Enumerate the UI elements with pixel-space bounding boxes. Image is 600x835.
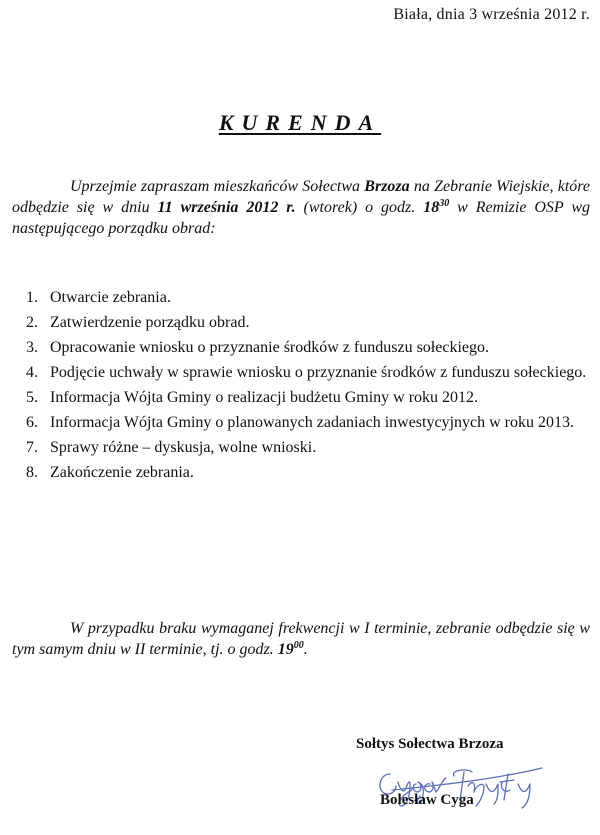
agenda-item (26, 438, 588, 457)
closing-text-1: W przypadku braku wymaganej frekwencji w I terminie, zebranie odbędzie się w tym samym dniu w II terminie, tj. o godz. (12, 620, 590, 658)
agenda-item-number: 5. (26, 389, 38, 406)
meeting-hour: 18 (423, 199, 440, 216)
agenda-item-text: Zakończenie zebrania. (50, 464, 194, 481)
intro-text-3: (wtorek) o godz. (295, 199, 424, 216)
agenda-item-number: 7. (26, 439, 38, 456)
meeting-date: 11 września 2012 r. (157, 199, 296, 216)
agenda-item-number: 1. (26, 289, 38, 306)
agenda-item-number: 3. (26, 339, 38, 356)
agenda-item-text: Informacja Wójta Gminy o realizacji budżetu Gminy w roku 2012. (50, 389, 479, 406)
agenda-item (26, 288, 588, 307)
village-name: Brzoza (364, 178, 410, 195)
agenda-item-text: Opracowanie wniosku o przyznanie środków z funduszu sołeckiego. (50, 339, 489, 356)
place-date: Biała, dnia 3 września 2012 r. (393, 6, 590, 23)
agenda-item-text: Zatwierdzenie porządku obrad. (50, 314, 250, 331)
agenda-item-text: Podjęcie uchwały w sprawie wniosku o przyznanie środków z funduszu sołeckiego. (50, 364, 587, 381)
agenda-item (26, 413, 588, 432)
second-term-minutes: 00 (293, 640, 304, 651)
second-term-hour: 19 (277, 641, 294, 658)
intro-text-2: na Zebranie Wiejskie, które odbędzie się w dniu (12, 178, 590, 216)
agenda-item (26, 313, 588, 332)
agenda-item (26, 363, 588, 382)
agenda-item-text: Sprawy różne – dyskusja, wolne wnioski. (50, 439, 317, 456)
agenda-item-text: Informacja Wójta Gminy o planowanych zadaniach inwestycyjnych w roku 2013. (50, 414, 574, 431)
closing-text-2: . (303, 641, 308, 658)
closing-paragraph (12, 618, 590, 660)
signatory-role: Sołtys Sołectwa Brzoza (356, 736, 504, 752)
signatory-name: Bolesław Cyga (380, 792, 474, 808)
meeting-minutes: 30 (439, 198, 450, 209)
agenda-item-number: 2. (26, 314, 38, 331)
agenda-item-number: 6. (26, 414, 38, 431)
agenda-item (26, 463, 588, 482)
intro-text-4: w Remizie OSP wg następującego porządku obrad: (12, 199, 591, 237)
document-title (0, 110, 600, 136)
agenda-item-number: 8. (26, 464, 38, 481)
agenda-item (26, 338, 588, 357)
invitation-paragraph (12, 176, 590, 239)
agenda-item (26, 388, 588, 407)
title-text: KURENDA (218, 110, 382, 135)
intro-text-1: Uprzejmie zapraszam mieszkańców Sołectwa (70, 178, 365, 195)
agenda-item-text: Otwarcie zebrania. (50, 289, 171, 306)
agenda-item-number: 4. (26, 364, 38, 381)
agenda-list (26, 288, 588, 482)
